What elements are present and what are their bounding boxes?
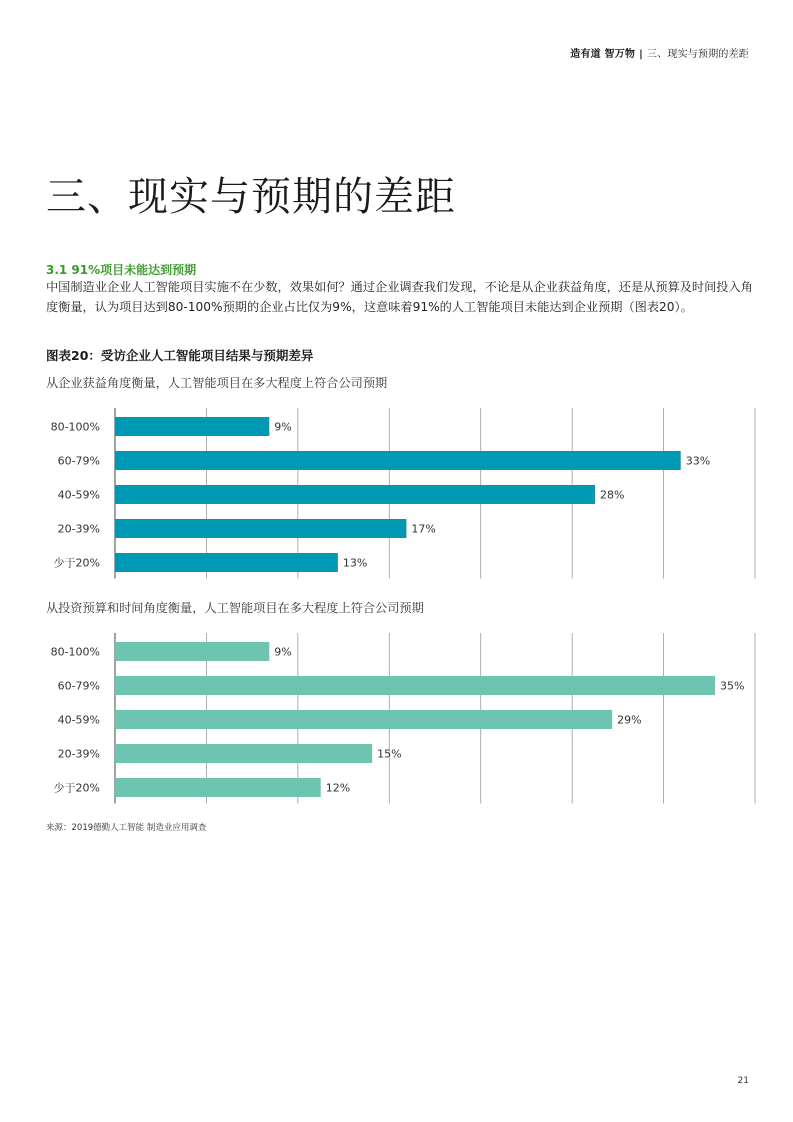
chart2-subtitle: 从投资预算和时间角度衡量，人工智能项目在多大程度上符合公司预期 bbox=[46, 601, 424, 615]
page-number: 21 bbox=[737, 1076, 749, 1086]
section-heading: 3.1 91%项目未能达到预期 bbox=[46, 263, 197, 277]
category-label: 40-59% bbox=[57, 713, 100, 727]
bar-4 bbox=[115, 778, 321, 797]
section-body: 中国制造业企业人工智能项目实施不在少数，效果如何？通过企业调查我们发现，不论是从企业获益角度，还是从预算及时间投入角度衡量，认为项目达到80-100%预期的企业占比仅为9%，这意味着91%的人工智能项目未能达到企业预期（图表20）。 bbox=[46, 280, 753, 314]
category-label: 60-79% bbox=[57, 454, 100, 468]
chart-budget bbox=[0, 625, 793, 810]
bar-2 bbox=[115, 710, 612, 729]
bar-3 bbox=[115, 519, 406, 538]
value-label: 13% bbox=[342, 556, 368, 570]
value-label: 35% bbox=[720, 679, 745, 693]
chart1-subtitle: 从企业获益角度衡量，人工智能项目在多大程度上符合公司预期 bbox=[46, 376, 388, 390]
value-label: 17% bbox=[411, 522, 436, 536]
bar-3 bbox=[115, 744, 372, 763]
figure-title: 图表20：受访企业人工智能项目结果与预期差异 bbox=[46, 348, 314, 363]
bar-4 bbox=[115, 553, 338, 572]
bar-0 bbox=[115, 642, 269, 661]
category-label: 20-39% bbox=[57, 522, 100, 536]
category-label: 少于20% bbox=[53, 556, 100, 570]
value-label: 28% bbox=[600, 488, 625, 502]
page-header bbox=[570, 45, 749, 60]
source-note: 来源：2019德勤人工智能 制造业应用调查 bbox=[46, 823, 207, 833]
value-label: 12% bbox=[325, 781, 351, 795]
category-label: 20-39% bbox=[57, 747, 100, 761]
bar-0 bbox=[115, 417, 269, 436]
category-label: 少于20% bbox=[53, 781, 100, 795]
category-label: 60-79% bbox=[57, 679, 100, 693]
value-label: 29% bbox=[617, 713, 642, 727]
value-label: 15% bbox=[377, 747, 402, 761]
bar-1 bbox=[115, 451, 681, 470]
category-label: 80-100% bbox=[50, 645, 100, 659]
header-separator: | bbox=[639, 49, 643, 60]
value-label: 9% bbox=[274, 420, 292, 434]
category-label: 40-59% bbox=[57, 488, 100, 502]
header-section: 三、现实与预期的差距 bbox=[647, 49, 749, 60]
value-label: 9% bbox=[274, 645, 292, 659]
category-label: 80-100% bbox=[50, 420, 100, 434]
bar-1 bbox=[115, 676, 715, 695]
value-label: 33% bbox=[685, 454, 711, 468]
bar-2 bbox=[115, 485, 595, 504]
header-brand: 造有道 智万物 bbox=[570, 49, 636, 60]
chart-benefit bbox=[0, 400, 793, 585]
page-title: 三、现实与预期的差距 bbox=[46, 174, 456, 220]
